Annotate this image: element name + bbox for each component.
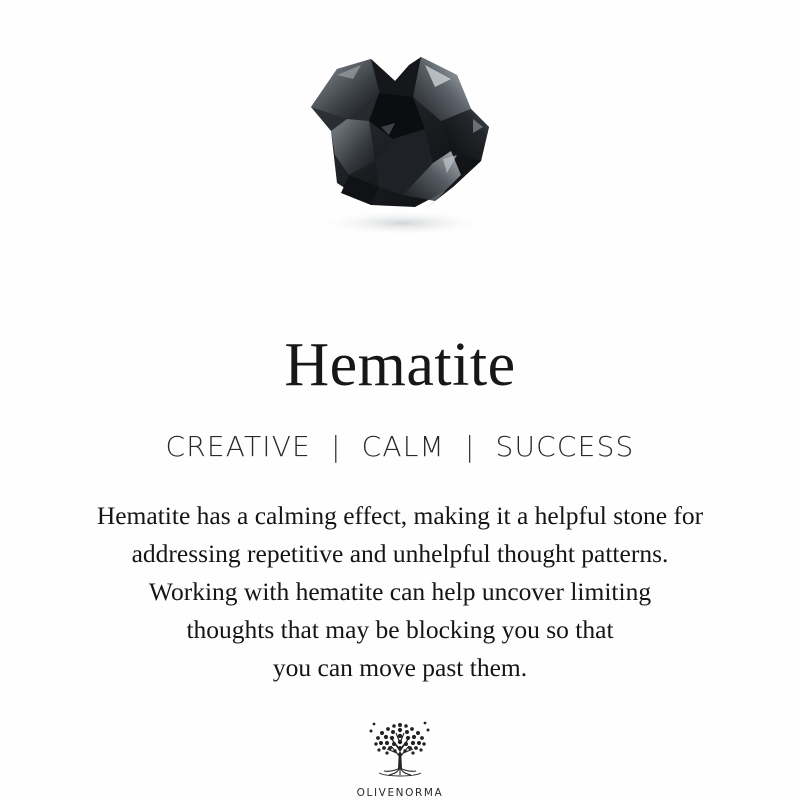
description-line-1: Hematite has a calming effect, making it a helpful stone for <box>96 501 704 530</box>
hematite-specimen-image <box>275 35 525 240</box>
keyword-list <box>163 430 636 463</box>
description-text <box>30 497 770 687</box>
description-line-2: addressing repetitive and unhelpful thought patterns. <box>131 539 669 568</box>
keyword-success: SUCCESS <box>495 430 635 463</box>
description-line-5: you can move past them. <box>272 653 528 682</box>
stone-image-container <box>0 0 800 294</box>
tree-of-life-icon <box>357 713 443 785</box>
keyword-creative: CREATIVE <box>165 430 311 463</box>
keyword-calm: CALM <box>361 430 445 463</box>
description-line-3: Working with hematite can help uncover limiting <box>148 577 652 606</box>
brand-name: OLIVENORMA <box>356 787 444 799</box>
brand-logo <box>357 713 444 799</box>
description-line-4: thoughts that may be blocking you so that <box>186 615 614 644</box>
page-title: Hematite <box>284 331 516 399</box>
keyword-separator-1: | <box>330 430 342 463</box>
keyword-separator-2: | <box>464 430 476 463</box>
